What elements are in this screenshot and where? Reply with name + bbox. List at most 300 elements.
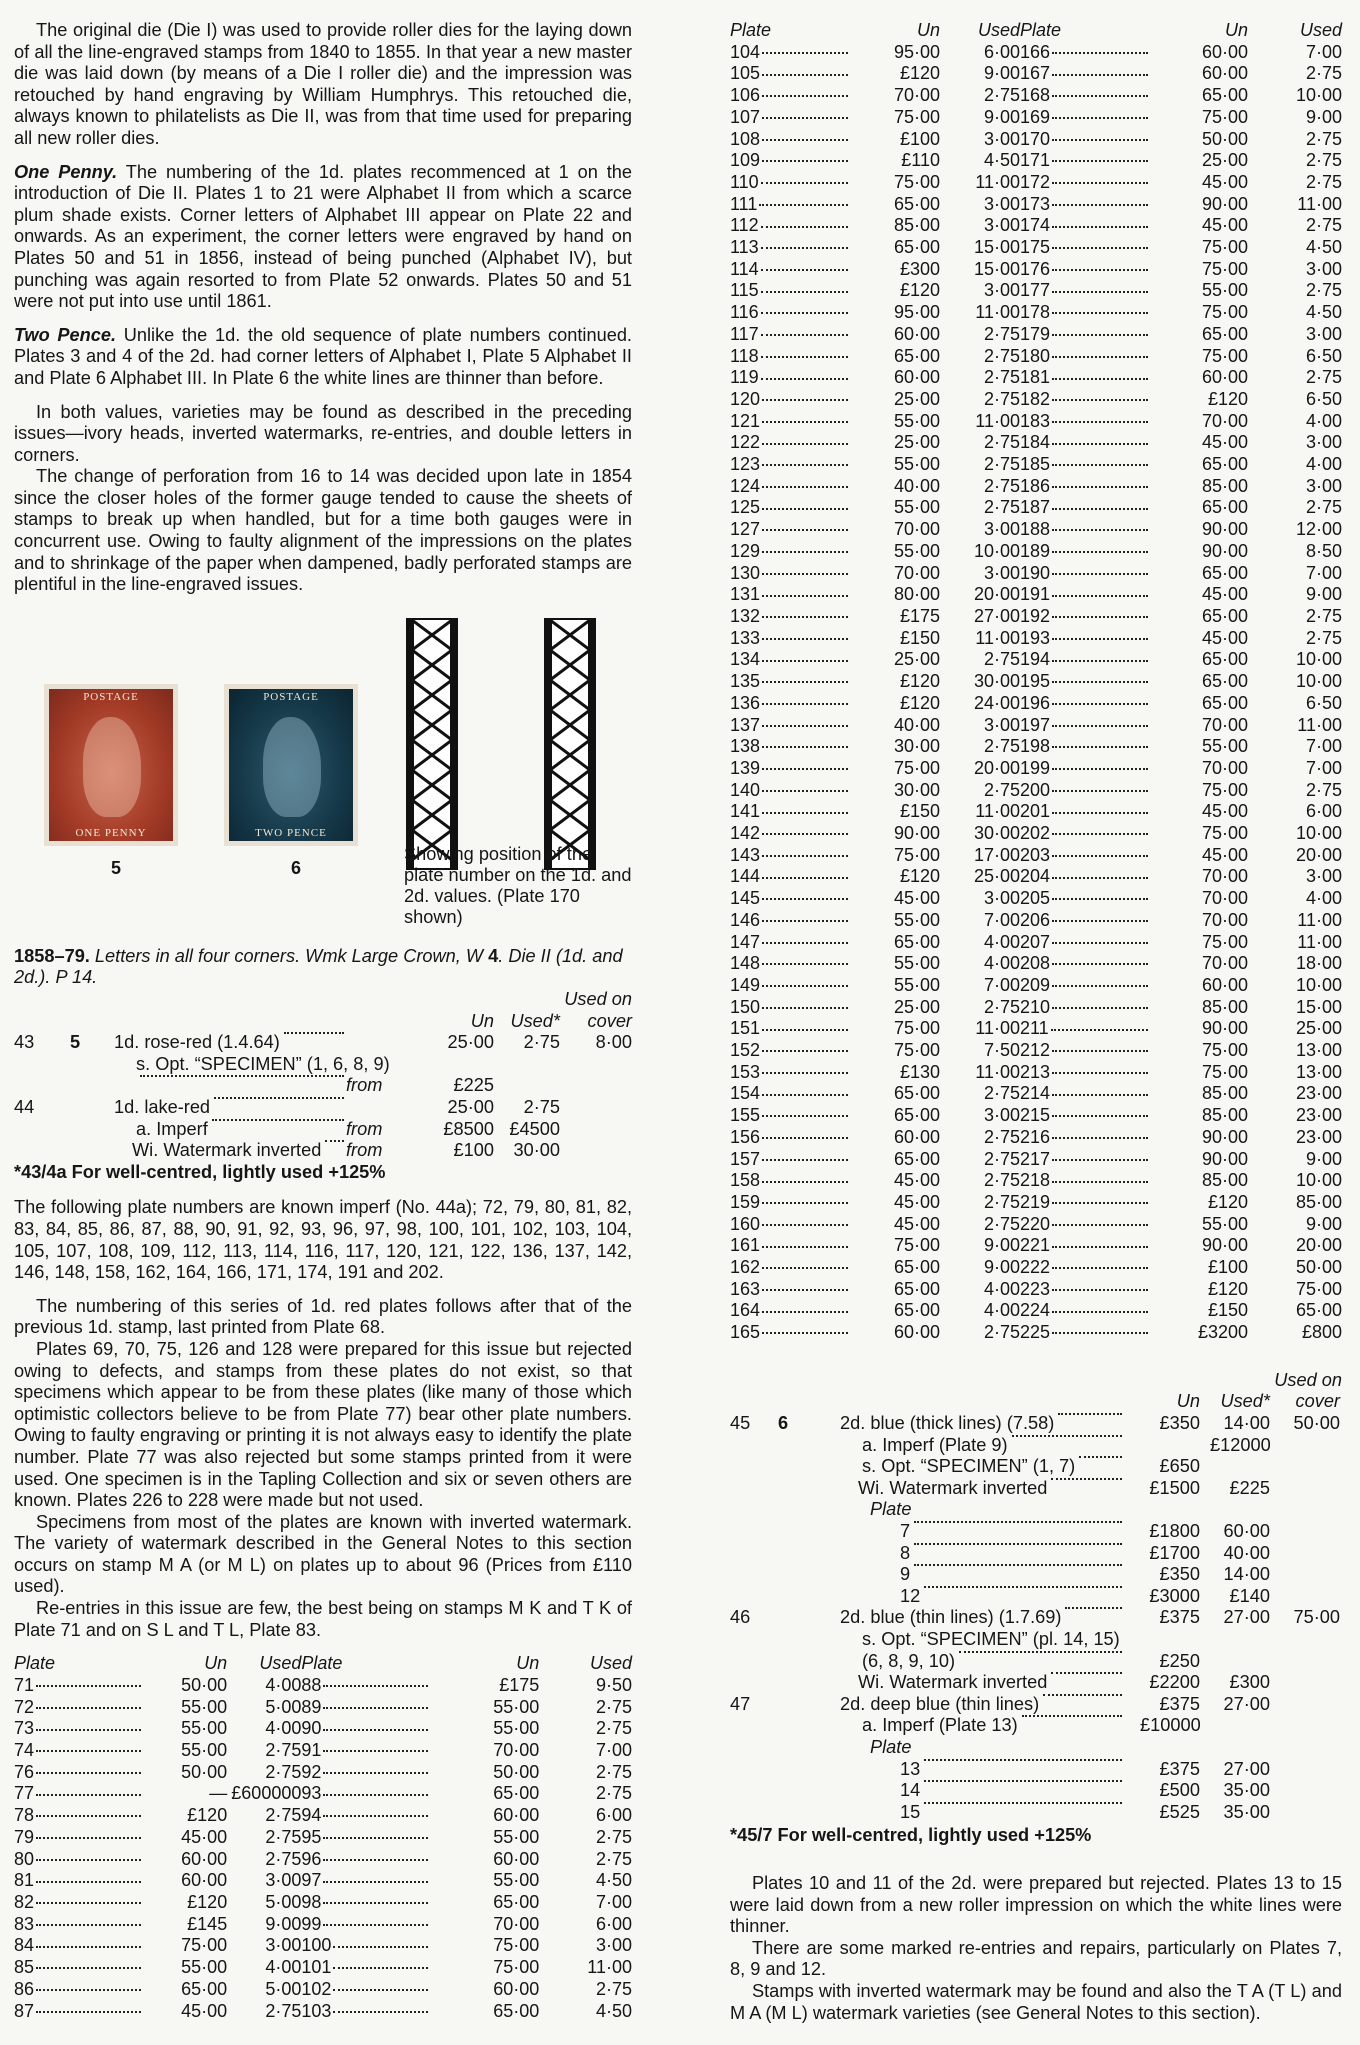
plate-number-cell xyxy=(730,129,860,151)
used-price: 4·50 xyxy=(1305,237,1342,258)
listing-header-row xyxy=(730,1391,1342,1413)
plate-number-cell xyxy=(1020,1214,1160,1236)
dot-leader xyxy=(1079,1456,1122,1458)
plate-number: 146 xyxy=(730,909,761,930)
unused-price: 75·00 xyxy=(1201,931,1248,952)
catalogue-number: 45 xyxy=(730,1413,751,1434)
used-price: 2·75 xyxy=(595,1761,632,1782)
table-row xyxy=(730,823,1342,845)
listing-row xyxy=(14,1140,632,1162)
used-price: 2·75 xyxy=(595,1783,632,1804)
plate-number: 195 xyxy=(1020,671,1051,692)
unused-price: 95·00 xyxy=(893,302,940,323)
used-header: Used* xyxy=(510,1010,560,1031)
unused-price: 25·00 xyxy=(893,649,940,670)
unused-price: 55·00 xyxy=(893,953,940,974)
unused-price: £100 xyxy=(1207,1257,1248,1278)
two-pence-heading: Two Pence. xyxy=(14,324,117,345)
table-row xyxy=(730,1149,1342,1171)
plate-number: 210 xyxy=(1020,996,1051,1017)
plate-number: 79 xyxy=(14,1826,35,1847)
plate-number: 215 xyxy=(1020,1105,1051,1126)
dot-leader xyxy=(762,117,848,119)
plate-number: 129 xyxy=(730,540,761,561)
plate-number: 133 xyxy=(730,627,761,648)
dot-leader xyxy=(1052,95,1148,97)
dot-leader xyxy=(36,1881,141,1883)
dot-leader xyxy=(1052,204,1148,206)
dot-leader xyxy=(1052,790,1148,792)
plate-number-cell xyxy=(1020,1018,1160,1040)
table-row xyxy=(730,693,1342,715)
unused-price: 65·00 xyxy=(893,1300,940,1321)
table-row xyxy=(14,1675,632,1697)
dot-leader xyxy=(325,1140,344,1142)
table-row xyxy=(14,1697,632,1719)
dot-leader xyxy=(36,1967,141,1969)
dot-leader xyxy=(323,1837,428,1839)
dot-leader xyxy=(762,963,848,965)
dot-leader xyxy=(1052,486,1148,488)
table-row xyxy=(730,63,1342,85)
used-price: 2·75 xyxy=(983,85,1020,106)
table-row xyxy=(730,1040,1342,1062)
used-price: 6·00 xyxy=(983,41,1020,62)
dot-leader xyxy=(762,1050,848,1052)
table-row xyxy=(730,129,1342,151)
used-price: 30·00 xyxy=(513,1140,560,1161)
dot-leader xyxy=(1012,1435,1122,1437)
plate-number: 168 xyxy=(1020,85,1051,106)
plate-number: 122 xyxy=(730,432,761,453)
unused-price: 60·00 xyxy=(493,1805,540,1826)
used-price: 2·75 xyxy=(523,1032,560,1053)
unused-price: 75·00 xyxy=(893,1235,940,1256)
plate-number: 161 xyxy=(730,1235,761,1256)
used-price: 2·75 xyxy=(1305,779,1342,800)
plate-number-cell xyxy=(14,1718,153,1740)
plate-number-cell xyxy=(1020,476,1160,498)
used-price: £12000 xyxy=(1210,1434,1271,1455)
plate-number: 203 xyxy=(1020,844,1051,865)
table-row xyxy=(14,1762,632,1784)
listing-row xyxy=(14,1054,632,1076)
dot-leader xyxy=(36,1685,141,1687)
listing-row xyxy=(730,1521,1342,1543)
plate-number: 141 xyxy=(730,801,761,822)
plate-number: 147 xyxy=(730,931,761,952)
used-price: 65·00 xyxy=(1295,1300,1342,1321)
plate-number: 222 xyxy=(1020,1257,1051,1278)
plate-number-cell xyxy=(14,1675,153,1697)
dot-leader xyxy=(914,1543,1122,1545)
plate-number: 181 xyxy=(1020,367,1051,388)
unused-price: 70·00 xyxy=(1201,410,1248,431)
listing-header-row xyxy=(730,1370,1342,1392)
table-row xyxy=(730,389,1342,411)
one-penny-paragraph xyxy=(14,162,632,313)
plate-number: 100 xyxy=(301,1935,332,1956)
table-row xyxy=(730,910,1342,932)
unused-price: 75·00 xyxy=(1201,302,1248,323)
plate-number: 103 xyxy=(301,2000,332,2021)
item-description: a. Imperf (Plate 9) xyxy=(862,1434,1008,1455)
dot-leader xyxy=(1051,1029,1148,1031)
unused-price: 25·00 xyxy=(447,1032,494,1053)
unused-price: 45·00 xyxy=(181,2000,228,2021)
used-price: 3·00 xyxy=(1305,475,1342,496)
item-description: (6, 8, 9, 10) xyxy=(862,1650,956,1671)
plate-number: 180 xyxy=(1020,345,1051,366)
unused-price: 75·00 xyxy=(893,106,940,127)
used-price: 7·00 xyxy=(1305,41,1342,62)
unused-price: 75·00 xyxy=(893,171,940,192)
cover-price: 75·00 xyxy=(1293,1607,1340,1628)
figure-caption: Showing position of the plate number on the 1d. and 2d. values. (Plate 170 shown) xyxy=(404,843,632,927)
used-price: 2·75 xyxy=(1305,605,1342,626)
unused-price: 75·00 xyxy=(493,1957,540,1978)
unused-price: 50·00 xyxy=(1201,128,1248,149)
plate-number: 92 xyxy=(301,1761,322,1782)
plate-number-cell xyxy=(301,1935,440,1957)
plate-number: 86 xyxy=(14,1978,35,1999)
unused-price: 70·00 xyxy=(493,1913,540,1934)
plate-number: 196 xyxy=(1020,692,1051,713)
plate-number-cell xyxy=(1020,1149,1160,1171)
plate-number: 224 xyxy=(1020,1300,1051,1321)
unused-price: £120 xyxy=(187,1805,228,1826)
used-price: 10·00 xyxy=(1295,1170,1342,1191)
used-price: 3·00 xyxy=(983,193,1020,214)
unused-price: 90·00 xyxy=(1201,1126,1248,1147)
dot-leader xyxy=(1052,768,1148,770)
item-description: 2d. deep blue (thin lines) xyxy=(840,1693,1040,1714)
used-price: 2·75 xyxy=(983,736,1020,757)
plate-number: 109 xyxy=(730,150,761,171)
plate-number: 99 xyxy=(301,1913,322,1934)
numbering-paragraph: The numbering of this series of 1d. red plates follows after that of the previous 1d. stamp, last printed from Plate 68. xyxy=(14,1295,632,1338)
table-row xyxy=(730,801,1342,823)
plate-number-cell xyxy=(730,1105,860,1127)
catalogue-number: 47 xyxy=(730,1693,751,1714)
table-row xyxy=(730,172,1342,194)
catalogue-number: 44 xyxy=(14,1097,35,1117)
plate-number: 136 xyxy=(730,692,761,713)
dot-leader xyxy=(759,204,848,206)
unused-price: 60·00 xyxy=(181,1870,228,1891)
dot-leader xyxy=(762,486,848,488)
unused-price: £130 xyxy=(899,1061,940,1082)
plate-number-cell xyxy=(730,671,860,693)
used-price: 2·75 xyxy=(265,1848,302,1869)
plate-number-cell xyxy=(730,454,860,476)
queen-portrait xyxy=(263,717,321,817)
plate-number-cell xyxy=(730,780,860,802)
item-description: s. Opt. “SPECIMEN” (1, 6, 8, 9) xyxy=(136,1053,390,1074)
table-row xyxy=(730,1127,1342,1149)
table-row xyxy=(730,280,1342,302)
plate-number-cell xyxy=(1020,649,1160,671)
plate-number: 184 xyxy=(1020,432,1051,453)
stamp-figure xyxy=(14,608,632,938)
used-price: 2·75 xyxy=(983,497,1020,518)
stamp-bottom-label: ONE PENNY xyxy=(75,826,147,839)
unused-price: 60·00 xyxy=(493,1978,540,1999)
plate-number: 155 xyxy=(730,1105,761,1126)
used-price: 25·00 xyxy=(1295,1018,1342,1039)
table-row xyxy=(730,1300,1342,1322)
unused-price: 50·00 xyxy=(181,1674,228,1695)
plate-number-cell xyxy=(1020,1105,1160,1127)
dot-leader xyxy=(323,1881,428,1883)
used-price: 6·00 xyxy=(595,1805,632,1826)
dot-leader xyxy=(214,1097,344,1099)
unused-price: 75·00 xyxy=(1201,823,1248,844)
table-row xyxy=(730,932,1342,954)
listing-row xyxy=(730,1629,1342,1651)
table-row xyxy=(730,1018,1342,1040)
perforation-paragraph: The change of perforation from 16 to 14 was decided upon late in 1854 since the closer holes of the former gauge tended to cause the sheets of stamps to break up when handled, but for a time both gauges were in concurrent use. Owing to faulty alignment of the impressions on the plates and to shrinkage of the paper when dampened, badly perforated stamps are plentiful in the line-engraved issues. xyxy=(14,466,632,595)
unused-price: 55·00 xyxy=(493,1870,540,1891)
used-price: 2·75 xyxy=(1305,627,1342,648)
used-price: 27·00 xyxy=(973,605,1020,626)
unused-price: £150 xyxy=(1207,1300,1248,1321)
plate-number-cell xyxy=(1020,280,1160,302)
used-price: 15·00 xyxy=(973,258,1020,279)
catalogue-number: 43 xyxy=(14,1032,35,1053)
plate-number: 81 xyxy=(14,1870,35,1891)
table-row xyxy=(730,888,1342,910)
cover-price: 50·00 xyxy=(1293,1413,1340,1434)
item-description: Wi. Watermark inverted xyxy=(132,1140,322,1161)
used-price: 10·00 xyxy=(1295,671,1342,692)
plate-number: 182 xyxy=(1020,388,1051,409)
unused-price: 50·00 xyxy=(181,1761,228,1782)
plate-number-cell xyxy=(301,1870,440,1892)
dot-leader xyxy=(762,855,848,857)
unused-price: 90·00 xyxy=(1201,540,1248,561)
plate-number-cell xyxy=(730,1062,860,1084)
unused-price: 70·00 xyxy=(1201,953,1248,974)
unused-price: 60·00 xyxy=(893,367,940,388)
column-header: Un xyxy=(204,1653,228,1674)
unused-price: £375 xyxy=(1159,1607,1200,1628)
dot-leader xyxy=(1052,746,1148,748)
used-price: 2·75 xyxy=(265,1761,302,1782)
figure-number: 6 xyxy=(778,1413,789,1434)
left-column xyxy=(14,20,632,2022)
plate-number-cell xyxy=(730,628,860,650)
used-price: £4500 xyxy=(509,1118,560,1139)
plate-number-cell xyxy=(14,1892,153,1914)
dot-leader xyxy=(762,768,848,770)
unused-price: 85·00 xyxy=(893,215,940,236)
plate-number-cell xyxy=(730,1018,860,1040)
used-price: 14·00 xyxy=(1223,1564,1270,1585)
plate-number: 205 xyxy=(1020,888,1051,909)
used-price: 2·75 xyxy=(983,1322,1020,1343)
column-header: Un xyxy=(1224,20,1248,40)
dot-leader xyxy=(323,1750,428,1752)
catalogue-number: 46 xyxy=(730,1607,751,1628)
plate-number-cell xyxy=(730,215,860,237)
unused-price: 85·00 xyxy=(1201,1170,1248,1191)
item-description: 13 xyxy=(900,1758,921,1779)
plate-number-cell xyxy=(14,1979,153,2001)
used-price: 9·00 xyxy=(983,1257,1020,1278)
dot-leader xyxy=(36,1750,141,1752)
unused-price: £1700 xyxy=(1149,1542,1200,1563)
used-price: 11·00 xyxy=(975,627,1020,648)
plate-number-cell xyxy=(1020,150,1160,172)
plate-number: 158 xyxy=(730,1170,761,1191)
plate-number: 140 xyxy=(730,779,761,800)
un-header: Un xyxy=(1176,1391,1200,1412)
plate-number-cell xyxy=(1020,1127,1160,1149)
plate-number-strip-1d xyxy=(406,618,458,870)
used-price: 11·00 xyxy=(975,171,1020,192)
plate-number: 150 xyxy=(730,996,761,1017)
plate-number: 192 xyxy=(1020,605,1051,626)
stamp-figure-number: 6 xyxy=(290,857,301,878)
plate-number-cell xyxy=(730,497,860,519)
unused-price: 55·00 xyxy=(1201,736,1248,757)
plate-number: 173 xyxy=(1020,193,1051,214)
plate-number-cell xyxy=(730,172,860,194)
plate-number-cell xyxy=(1020,42,1160,64)
unused-price: 55·00 xyxy=(893,454,940,475)
table-row xyxy=(730,1170,1342,1192)
plate-number-cell xyxy=(14,1827,153,1849)
listing-row xyxy=(730,1564,1342,1586)
dot-leader xyxy=(762,1289,848,1291)
dot-leader xyxy=(762,1202,848,1204)
item-description: a. Imperf xyxy=(136,1118,208,1139)
unused-price: £650 xyxy=(1159,1456,1200,1477)
issue-heading xyxy=(14,946,632,989)
unused-price: 65·00 xyxy=(893,931,940,952)
table-row xyxy=(730,1235,1342,1257)
plate-number-cell xyxy=(730,107,860,129)
plate-number-cell xyxy=(14,1762,153,1784)
issue-description: Letters in all four corners. Wmk Large Crown, W xyxy=(89,945,489,966)
plate-number: 76 xyxy=(14,1761,35,1782)
plate-number: 84 xyxy=(14,1935,35,1956)
plate-number-cell xyxy=(1020,866,1160,888)
plate-number-cell xyxy=(730,649,860,671)
listing-row xyxy=(14,1097,632,1119)
listing-row xyxy=(730,1586,1342,1608)
plate-number-cell xyxy=(1020,953,1160,975)
used-price: 2·75 xyxy=(983,996,1020,1017)
unused-price: 65·00 xyxy=(893,345,940,366)
listing-row xyxy=(730,1694,1342,1716)
table-row xyxy=(730,432,1342,454)
table-row xyxy=(730,628,1342,650)
column-header: Used xyxy=(259,1653,302,1674)
unused-price: 70·00 xyxy=(1201,909,1248,930)
plate-number: 118 xyxy=(730,345,759,366)
table-row xyxy=(730,1214,1342,1236)
unused-price: 85·00 xyxy=(1201,475,1248,496)
dot-leader xyxy=(36,1794,141,1796)
unused-price: 55·00 xyxy=(493,1696,540,1717)
dot-leader xyxy=(1052,703,1148,705)
used-price: 2·75 xyxy=(1305,497,1342,518)
plate-number: 113 xyxy=(730,237,759,258)
unused-price: £120 xyxy=(899,692,940,713)
dot-leader xyxy=(762,52,848,54)
dot-leader xyxy=(762,1137,848,1139)
unused-price: £525 xyxy=(1159,1801,1200,1822)
unused-price: 45·00 xyxy=(893,1191,940,1212)
plate-number: 115 xyxy=(730,280,759,301)
plate-number: 91 xyxy=(301,1740,322,1761)
column-header: Plate xyxy=(1020,20,1062,40)
plate-number-cell xyxy=(1020,259,1160,281)
plate-number-cell xyxy=(1020,910,1160,932)
dot-leader xyxy=(1052,421,1148,423)
table-row xyxy=(730,563,1342,585)
table-row xyxy=(730,866,1342,888)
table-row xyxy=(730,953,1342,975)
plate-number-cell xyxy=(301,1892,440,1914)
listing-row xyxy=(730,1802,1342,1824)
listing-header-row xyxy=(14,989,632,1011)
plate-number-cell xyxy=(730,346,860,368)
unused-price: 90·00 xyxy=(1201,1148,1248,1169)
unused-price: 90·00 xyxy=(1201,1235,1248,1256)
unused-price: 45·00 xyxy=(1201,627,1248,648)
plate-number-cell xyxy=(301,1762,440,1784)
dot-leader xyxy=(762,443,848,445)
unused-price: £120 xyxy=(1207,1278,1248,1299)
item-description: 1d. rose-red (1.4.64) xyxy=(114,1032,280,1053)
dot-leader xyxy=(762,508,848,510)
dot-leader xyxy=(1052,1137,1148,1139)
plate-number-cell xyxy=(301,1805,440,1827)
dot-leader xyxy=(1052,443,1148,445)
plate-number: 163 xyxy=(730,1278,761,1299)
table-row xyxy=(730,367,1342,389)
dot-leader xyxy=(761,269,848,271)
dot-leader xyxy=(762,160,848,162)
used-price: 10·00 xyxy=(1295,649,1342,670)
plate-number: 82 xyxy=(14,1891,35,1912)
unused-price: 55·00 xyxy=(893,540,940,561)
plate-number: 197 xyxy=(1020,714,1051,735)
dot-leader xyxy=(1052,616,1148,618)
plate-number: 167 xyxy=(1020,63,1051,84)
dot-leader xyxy=(323,1815,428,1817)
used-price: 2·75 xyxy=(595,1848,632,1869)
listing-row xyxy=(730,1435,1342,1457)
unused-price: £120 xyxy=(899,63,940,84)
unused-price: £100 xyxy=(453,1140,494,1161)
unused-price: 70·00 xyxy=(1201,757,1248,778)
plate-number: 134 xyxy=(730,649,761,670)
unused-price: 85·00 xyxy=(1201,1105,1248,1126)
used-price: 9·00 xyxy=(983,1235,1020,1256)
dot-leader xyxy=(1052,378,1148,380)
unused-price: £150 xyxy=(899,801,940,822)
dot-leader xyxy=(1052,942,1148,944)
plate-number: 162 xyxy=(730,1257,761,1278)
item-description: Wi. Watermark inverted xyxy=(858,1477,1048,1498)
dot-leader xyxy=(762,746,848,748)
unused-price: £145 xyxy=(187,1913,228,1934)
used-price: 2·75 xyxy=(265,2000,302,2021)
